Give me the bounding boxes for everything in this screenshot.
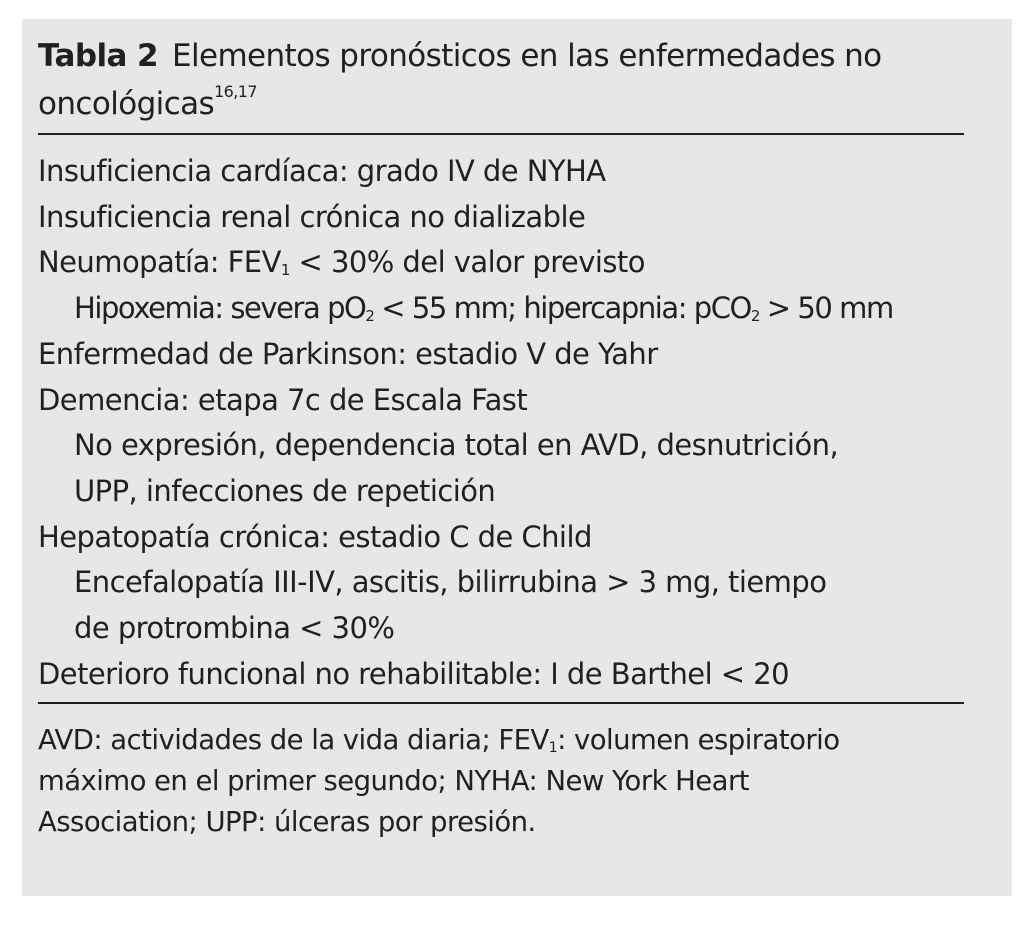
table-footnote [38,720,978,843]
footnote-fev-subscript: 1 [548,740,558,756]
footnote-line-2: máximo en el primer segundo; NYHA: New York Heart [38,765,749,797]
top-rule [38,133,964,135]
row-hypoxemia-text-2: < 55 mm; hipercapnia: pCO [373,291,751,326]
row-lung-disease [38,240,978,286]
footnote-line-1-text-2: : volumen espiratorio [557,724,840,756]
row-functional-decline: Deterioro funcional no rehabilitable: I de Barthel < 20 [38,656,789,691]
bottom-rule [38,702,964,704]
table-title-part2: oncológicas [38,86,215,122]
row-liver-disease: Hepatopatía crónica: estadio C de Child [38,519,592,554]
row-parkinson: Enfermedad de Parkinson: estadio V de Yahr [38,336,658,371]
table-title-part1: Elementos pronósticos en las enfermedades no [171,38,882,74]
po2-subscript: 2 [365,307,374,326]
row-liver-detail-1: Encefalopatía III-IV, ascitis, bilirrubina > 3 mg, tiempo [74,565,827,600]
row-hypoxemia [38,286,978,332]
row-lung-disease-text: Neumopatía: FEV [38,245,281,280]
row-renal-failure: Insuficiencia renal crónica no dializable [38,199,586,234]
row-heart-failure: Insuficiencia cardíaca: grado IV de NYHA [38,154,606,188]
row-dementia-detail-2: UPP, infecciones de repetición [74,473,496,508]
row-dementia: Demencia: etapa 7c de Escala Fast [38,382,528,417]
footnote-line-1-text: AVD: actividades de la vida diaria; FEV [38,724,549,756]
fev-subscript: 1 [280,261,290,280]
pco2-subscript: 2 [750,307,760,326]
row-lung-disease-text-2: < 30% del valor previsto [289,245,645,280]
row-liver-detail-2: de protrombina < 30% [74,611,395,646]
table-title [38,32,968,128]
row-hypoxemia-text-3: > 50 mm [759,291,893,326]
footnote-line-1 [38,720,978,761]
row-dementia-detail-1: No expresión, dependencia total en AVD, desnutrición, [74,428,839,463]
table-label: Tabla 2 [38,38,158,74]
footnote-line-3: Association; UPP: úlceras por presión. [38,806,536,838]
row-hypoxemia-text: Hipoxemia: severa pO [74,291,366,326]
table-body [38,149,978,697]
table-title-refs: 16,17 [214,81,257,101]
